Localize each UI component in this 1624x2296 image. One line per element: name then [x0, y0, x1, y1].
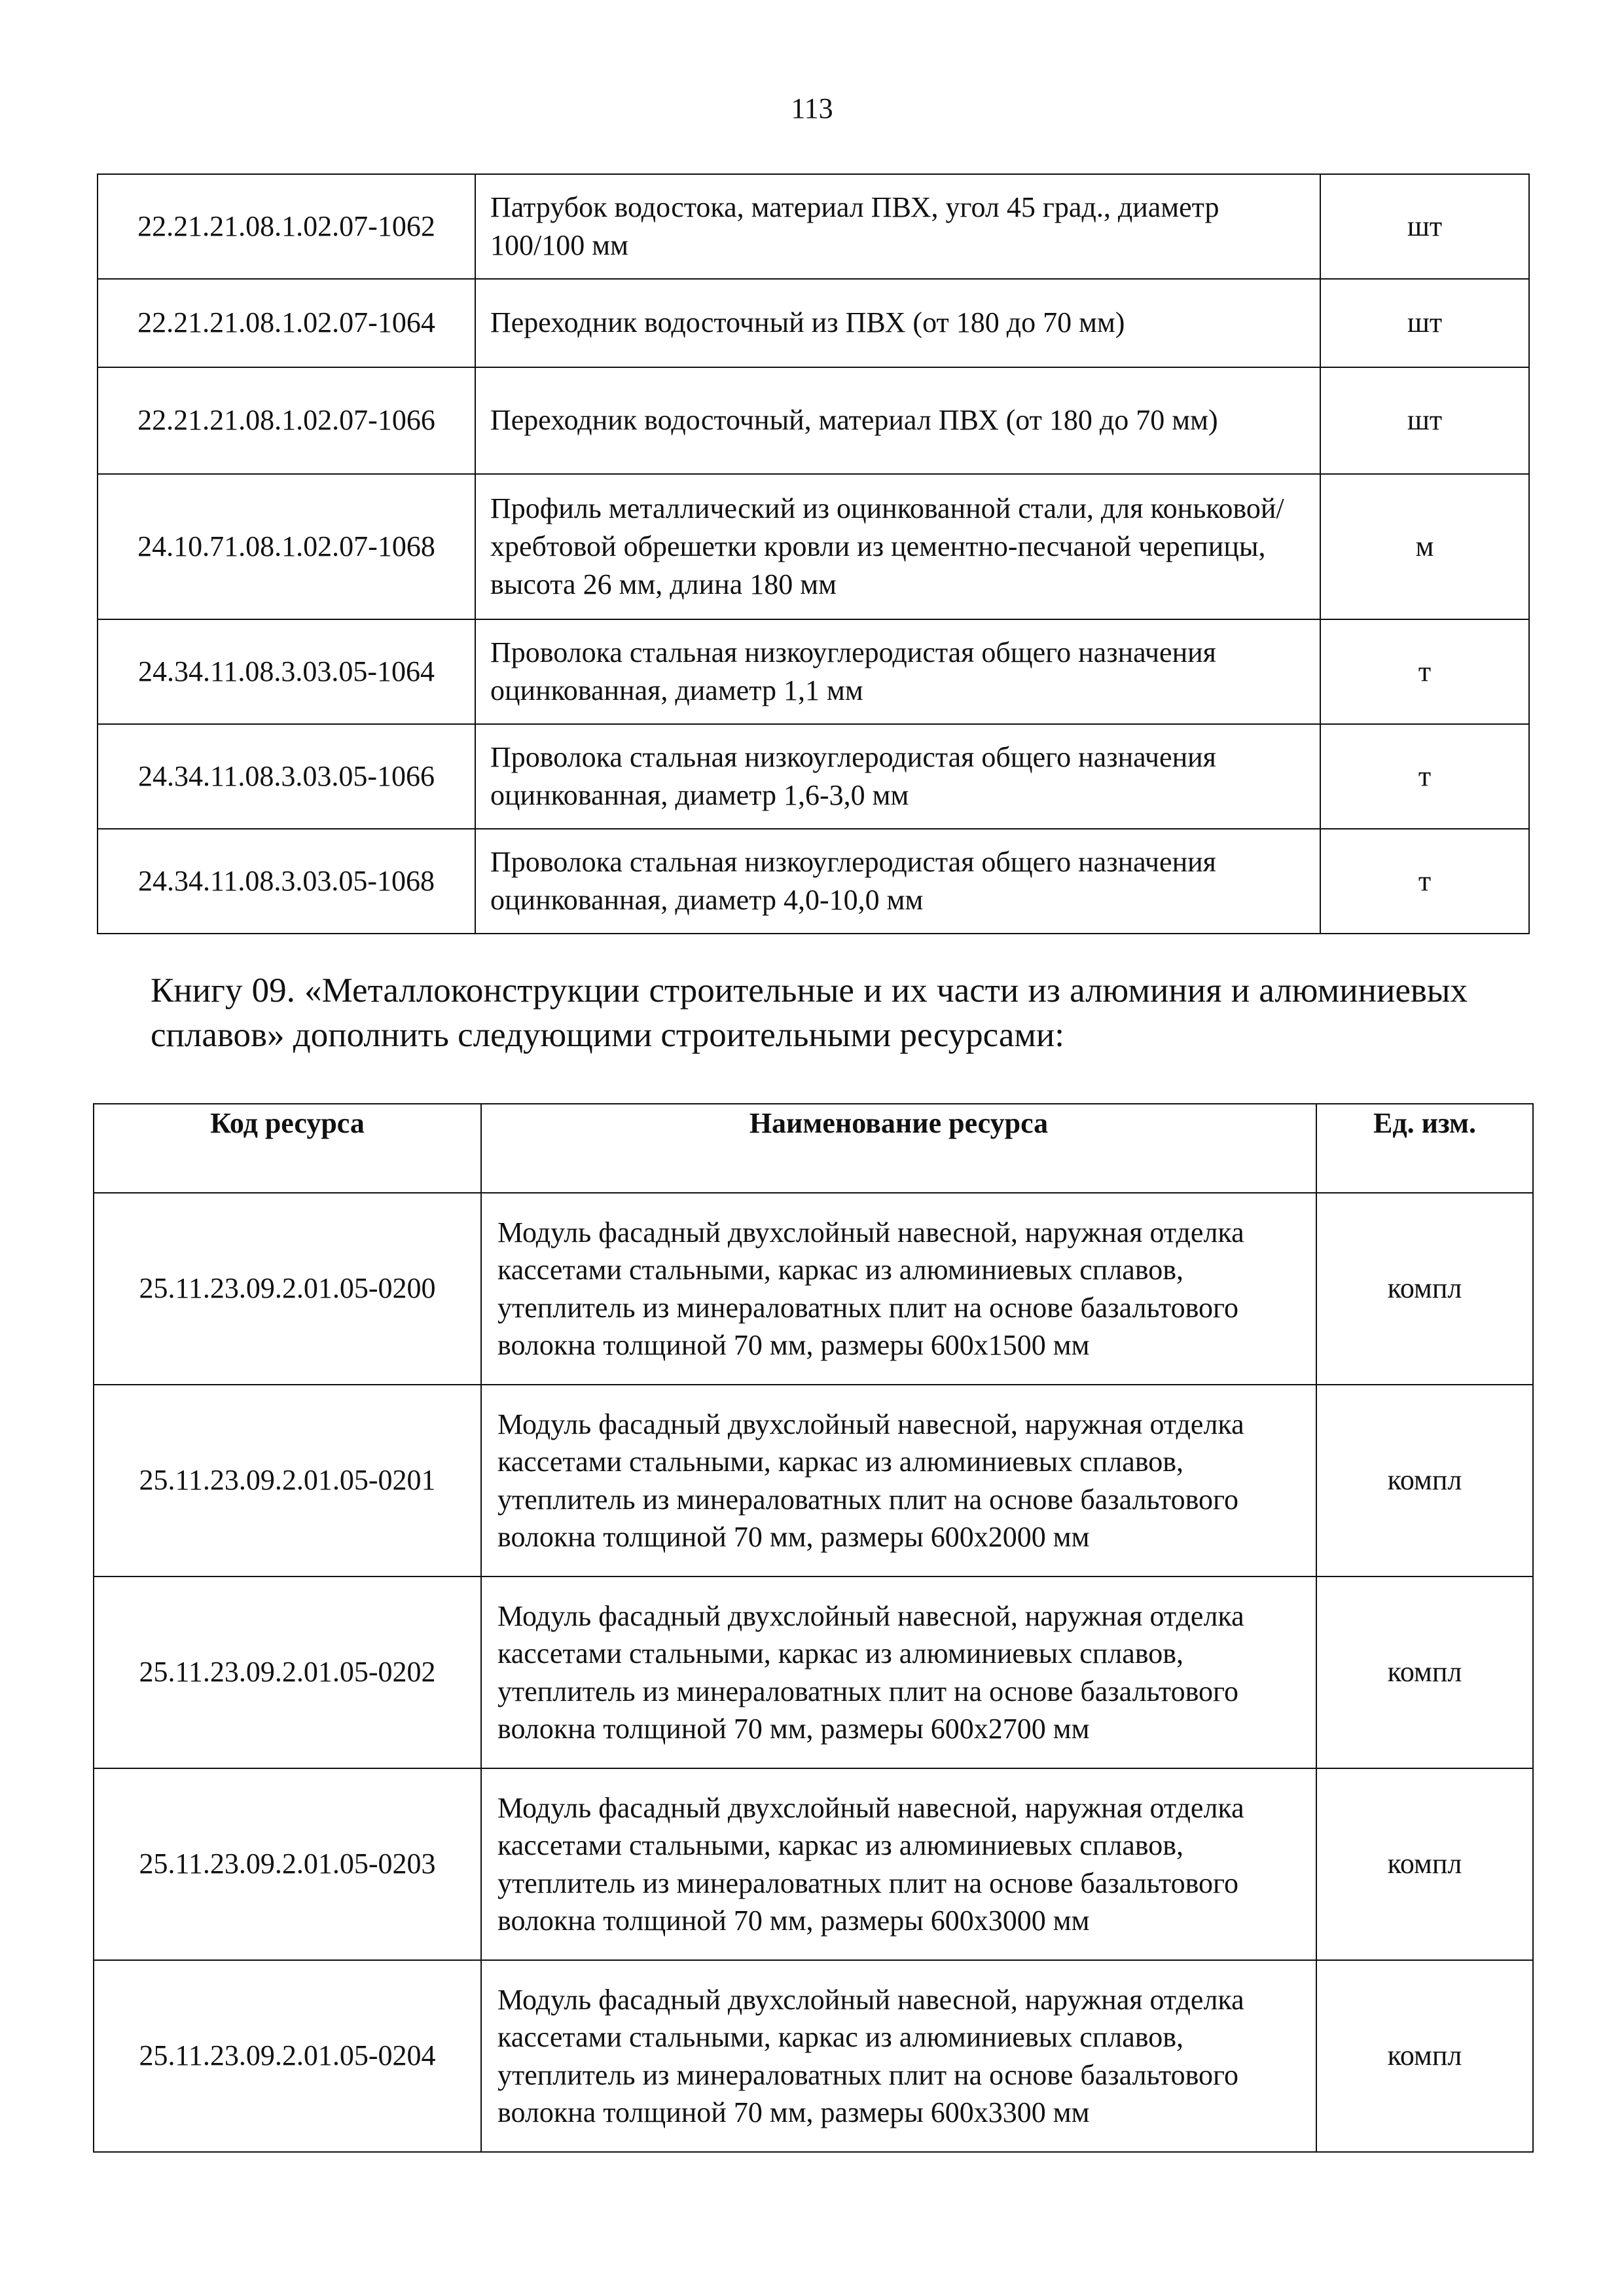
resource-unit: т — [1320, 619, 1529, 724]
header-name: Наименование ресурса — [481, 1104, 1316, 1193]
resource-code: 24.34.11.08.3.03.05-1066 — [98, 724, 475, 829]
table-row — [94, 1768, 1533, 1960]
resource-name: Модуль фасадный двухслойный навесной, наружная отделка кассетами стальными, каркас из алюминиевых сплавов, утеплитель из минераловатных плит на основе базальтового волокна толщиной 70 мм, размеры 600x3300 мм — [481, 1960, 1316, 2152]
resource-code: 25.11.23.09.2.01.05-0204 — [94, 1960, 481, 2152]
resource-unit: шт — [1320, 367, 1529, 474]
table-row — [98, 367, 1529, 474]
resource-name: Модуль фасадный двухслойный навесной, наружная отделка кассетами стальными, каркас из алюминиевых сплавов, утеплитель из минераловатных плит на основе базальтового волокна толщиной 70 мм, размеры 600x1500 мм — [481, 1193, 1316, 1385]
resource-code: 22.21.21.08.1.02.07-1066 — [98, 367, 475, 474]
resource-code: 25.11.23.09.2.01.05-0203 — [94, 1768, 481, 1960]
resource-name: Профиль металлический из оцинкованной стали, для коньковой/хребтовой обрешетки кровли из цементно-песчаной черепицы, высота 26 мм, длина 180 мм — [475, 474, 1320, 619]
table-row — [94, 1193, 1533, 1385]
resource-code: 24.10.71.08.1.02.07-1068 — [98, 474, 475, 619]
table-row — [98, 829, 1529, 934]
resource-name: Проволока стальная низкоуглеродистая общего назначения оцинкованная, диаметр 1,6-3,0 мм — [475, 724, 1320, 829]
header-code: Код ресурса — [94, 1104, 481, 1193]
table-row — [94, 1960, 1533, 2152]
resource-unit: т — [1320, 829, 1529, 934]
resource-name: Модуль фасадный двухслойный навесной, наружная отделка кассетами стальными, каркас из алюминиевых сплавов, утеплитель из минераловатных плит на основе базальтового волокна толщиной 70 мм, размеры 600x2000 мм — [481, 1385, 1316, 1576]
resource-unit: компл — [1316, 1960, 1533, 2152]
resource-code: 22.21.21.08.1.02.07-1062 — [98, 174, 475, 279]
resource-unit: шт — [1320, 279, 1529, 367]
table-row — [98, 619, 1529, 724]
resource-code: 24.34.11.08.3.03.05-1068 — [98, 829, 475, 934]
resource-code: 24.34.11.08.3.03.05-1064 — [98, 619, 475, 724]
resource-unit: т — [1320, 724, 1529, 829]
resource-name: Проволока стальная низкоуглеродистая общего назначения оцинкованная, диаметр 1,1 мм — [475, 619, 1320, 724]
resource-code: 25.11.23.09.2.01.05-0201 — [94, 1385, 481, 1576]
resource-code: 25.11.23.09.2.01.05-0200 — [94, 1193, 481, 1385]
resource-name: Модуль фасадный двухслойный навесной, наружная отделка кассетами стальными, каркас из алюминиевых сплавов, утеплитель из минераловатных плит на основе базальтового волокна толщиной 70 мм, размеры 600x2700 мм — [481, 1576, 1316, 1768]
resource-name: Проволока стальная низкоуглеродистая общего назначения оцинкованная, диаметр 4,0-10,0 мм — [475, 829, 1320, 934]
page-number: 113 — [791, 92, 833, 124]
resource-code: 25.11.23.09.2.01.05-0202 — [94, 1576, 481, 1768]
resource-name: Переходник водосточный из ПВХ (от 180 до 70 мм) — [475, 279, 1320, 367]
resource-name: Патрубок водостока, материал ПВХ, угол 45 град., диаметр 100/100 мм — [475, 174, 1320, 279]
resource-unit: компл — [1316, 1576, 1533, 1768]
resource-name: Переходник водосточный, материал ПВХ (от 180 до 70 мм) — [475, 367, 1320, 474]
resource-unit: шт — [1320, 174, 1529, 279]
resource-unit: компл — [1316, 1193, 1533, 1385]
table-row — [98, 474, 1529, 619]
table-row — [94, 1576, 1533, 1768]
resources-table-book-09 — [93, 1103, 1534, 2153]
resources-table-continued — [97, 173, 1530, 934]
table-row — [94, 1385, 1533, 1576]
resource-unit: м — [1320, 474, 1529, 619]
resource-name: Модуль фасадный двухслойный навесной, наружная отделка кассетами стальными, каркас из алюминиевых сплавов, утеплитель из минераловатных плит на основе базальтового волокна толщиной 70 мм, размеры 600x3000 мм — [481, 1768, 1316, 1960]
header-unit: Ед. изм. — [1316, 1104, 1533, 1193]
resource-code: 22.21.21.08.1.02.07-1064 — [98, 279, 475, 367]
table-header-row — [94, 1104, 1533, 1193]
table-row — [98, 724, 1529, 829]
resource-unit: компл — [1316, 1768, 1533, 1960]
table-row — [98, 279, 1529, 367]
resource-unit: компл — [1316, 1385, 1533, 1576]
table-row — [98, 174, 1529, 279]
section-intro-paragraph: Книгу 09. «Металлоконструкции строительные и их части из алюминия и алюминиевых сплавов» дополнить следующими строительными ресурсами: — [151, 972, 1468, 1054]
